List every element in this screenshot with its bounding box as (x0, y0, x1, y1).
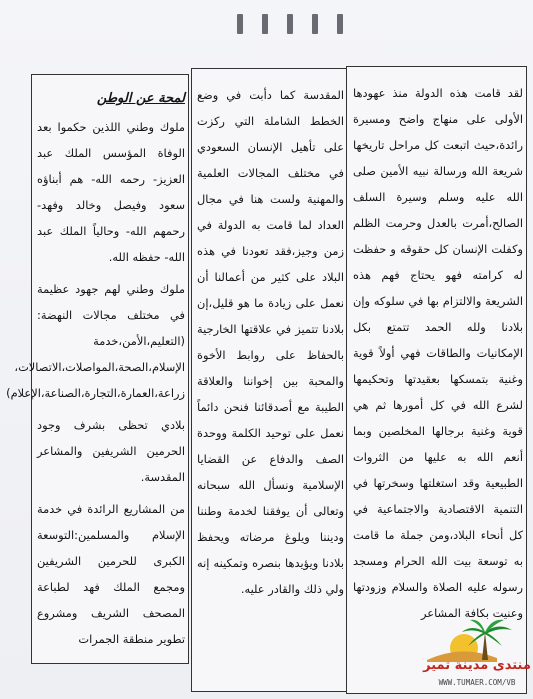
middle-column-text (197, 82, 344, 672)
paragraph: ملوك وطني اللذين حكموا بعد الوفاة المؤسس الملك عبد العزيز- رحمه الله- هم أبناؤه سعود وفيصل وخالد وفهد- رحمهم الله- وحالياً الملك عبد الله- حفظه الله. (37, 120, 185, 264)
forum-watermark (422, 618, 532, 698)
left-column-text (6, 86, 185, 646)
punch-hole (262, 14, 268, 34)
punch-hole (337, 14, 343, 34)
palm-sun-logo-icon (422, 618, 532, 662)
paragraph: المقدسة كما دأبت في وضع الخطط الشاملة التي ركزت على تأهيل الإنسان السعودي في مختلف المجالات العلمية والمهنية ولست هنا في مجال العداد لما قامت به الدولة في زمن وجيز،فقد تعودنا في هذه البلاد على كثير من أعمالنا أن نعمل على زيادة ما هو قليل،إن بلادنا تتميز في علاقتها الخارجية بالحفاظ على روابط الأخوة والمحبة بين إخواننا والعلاقة الطيبة مع أصدقائنا فنحن دائماً نعمل على توحيد الكلمة ووحدة الصف والدفاع عن القضايا الإسلامية ونسأل الله سبحانه وتعالى أن يوفقنا لخدمة وطننا وديننا ويلوغ مرضاته ويحفظ بلادنا ويؤيدها بنصره وتمكينه إنه ولي ذلك والقادر عليه. (197, 88, 344, 596)
paragraph: لقد قامت هذه الدولة منذ عهودها الأولى على منهاج واضح ومسيرة رائدة،حيث اتبعت كل مراحل تاريخها شريعة الله ورسالة نبيه الأمين صلى الله عليه وسلم وسيرة السلف الصالح،أمرت بالعدل وحرمت الظلم وكفلت الإنسان كل حقوقه و حفظت له كرامته فهو يحتاج فهم هذه الشريعة والالتزام بها في سلوكه وإن بلادنا ولله الحمد تتمتع بكل الإمكانيات والطاقات فهي أولاً قوية وغنية بتمسكها بعقيدتها وتحكيمها لشرع الله في كل أمورها ثم هي قوية وغنية برجالها المخلصين وبما أنعم الله به عليها من الثروات الطبيعية وقد استغلتها وسخرتها في التنمية الاقتصادية والاجتماعية في كل أنحاء البلاد،ومن جملة ما قامت به توسعة بيت الله الحرام ومسجد رسوله عليه الصلاة والسلام وزودتها وعنيت بكافة المشاعر (353, 86, 523, 620)
paragraph: ملوك وطني لهم جهود عظيمة في مختلف مجالات النهضة:(التعليم،الأمن،خدمة الإسلام،الصحة،المواصلات،الاتصالات، زراعة،العمارة،التجارة،الصناعة،الإعلام) (6, 282, 185, 400)
punch-hole (312, 14, 318, 34)
punch-hole (237, 14, 243, 34)
paragraph: من المشاريع الرائدة في خدمة الإسلام والمسلمين:التوسعة الكبرى للحرمين الشريفين ومجمع الملك فهد لطباعة المصحف الشريف ومشروع تطوير منطقة الجمرات (37, 502, 185, 646)
punch-hole (287, 14, 293, 34)
right-column-text (353, 80, 523, 670)
section-heading: لمحة عن الوطن (96, 91, 185, 106)
watermark-site-name: منتدى مدينة تمير (423, 658, 531, 673)
paragraph: بلادي تحظى بشرف وجود الحرمين الشريفين والمشاعر المقدسة. (37, 418, 185, 484)
watermark-url: WWW.TUMAER.COM/VB (438, 678, 516, 687)
